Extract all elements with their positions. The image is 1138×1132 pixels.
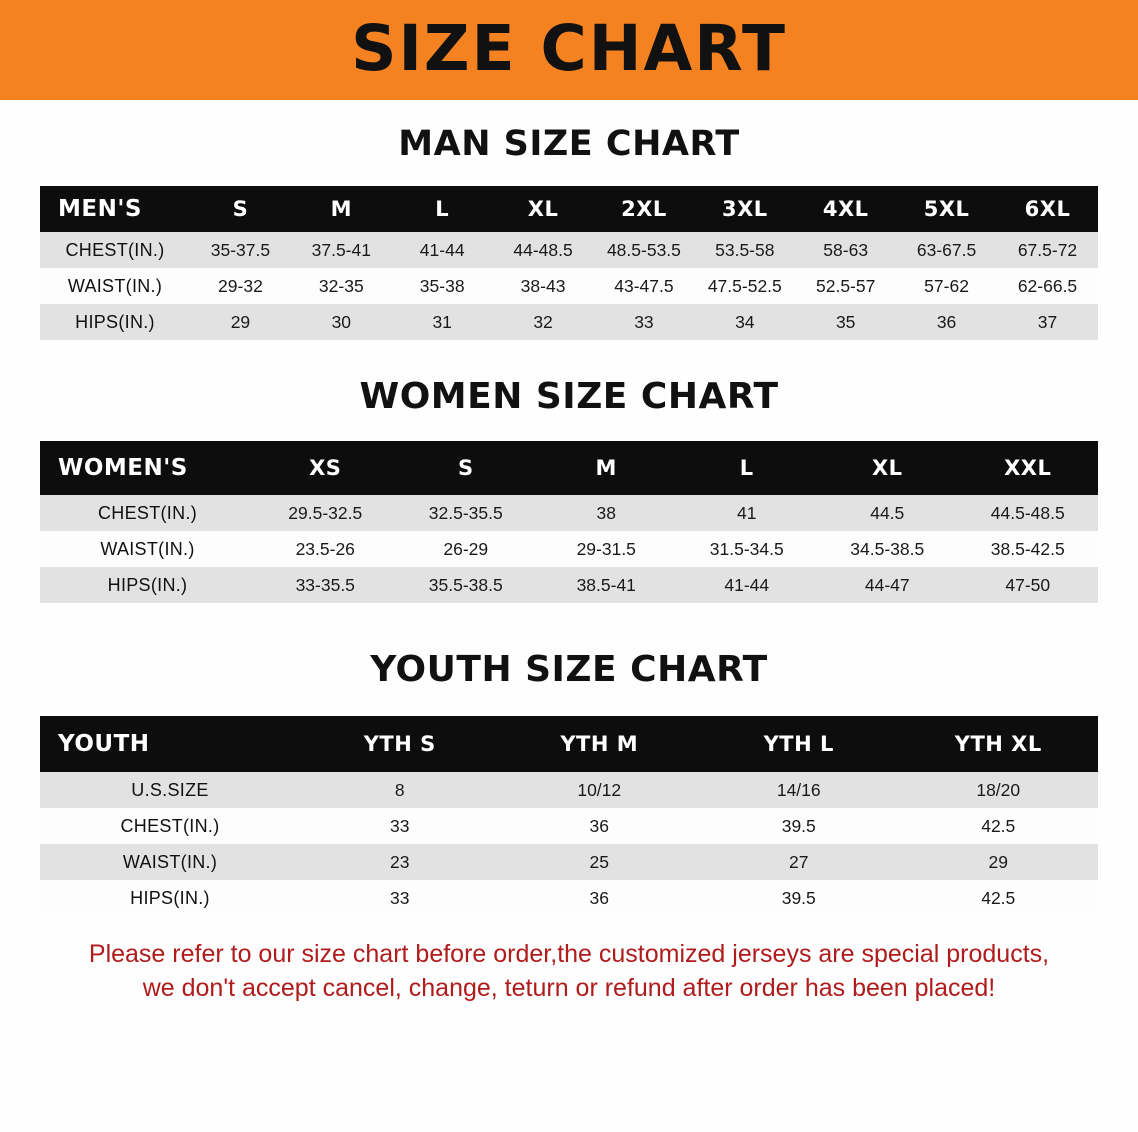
men-header-3xl: 3XL: [721, 197, 768, 221]
women-hips-s: 35.5-38.5: [428, 574, 503, 595]
men-chest-5xl: 63-67.5: [916, 239, 977, 260]
women-table-wrap: [40, 441, 1098, 603]
youth-hips-m: 36: [589, 887, 609, 908]
page-title: SIZE CHART: [351, 11, 787, 85]
men-row-label-waist: WAIST(IN.): [67, 275, 163, 296]
table-row: [40, 880, 1098, 916]
women-chest-s: 32.5-35.5: [428, 502, 503, 523]
men-row-label-hips: HIPS(IN.): [75, 311, 155, 332]
women-header-xxl: XXL: [1004, 456, 1052, 480]
women-row-label-waist: WAIST(IN.): [100, 538, 195, 559]
women-hips-xl: 44-47: [864, 574, 910, 595]
men-waist-s: 29-32: [218, 275, 263, 296]
women-section-title: WOMEN SIZE CHART: [359, 376, 779, 417]
youth-waist-xl: 29: [988, 851, 1008, 872]
women-header-m: M: [595, 456, 617, 480]
youth-chest-m: 36: [589, 815, 609, 836]
youth-hips-xl: 42.5: [981, 887, 1016, 908]
youth-waist-s: 23: [390, 851, 410, 872]
table-row: [40, 232, 1098, 268]
men-waist-5xl: 57-62: [924, 275, 969, 296]
women-hips-l: 41-44: [724, 574, 770, 595]
table-header-row: [40, 716, 1098, 772]
men-header-2xl: 2XL: [621, 197, 667, 221]
men-chest-xl: 44-48.5: [513, 239, 573, 260]
footer-note-line1: Please refer to our size chart before order,the customized jerseys are special products,: [88, 940, 1050, 968]
men-header-label: MEN'S: [58, 196, 142, 222]
men-header-5xl: 5XL: [923, 197, 970, 221]
men-header-xl: XL: [527, 197, 559, 221]
footer-note-line2: we don't accept cancel, change, teturn or refund after order has been placed!: [142, 973, 996, 1002]
table-row: [40, 268, 1098, 304]
men-header-s: S: [232, 197, 249, 221]
youth-chest-s: 33: [390, 815, 410, 836]
men-waist-4xl: 52.5-57: [816, 275, 876, 296]
table-row: [40, 304, 1098, 340]
men-hips-xl: 32: [533, 311, 553, 332]
men-hips-s: 29: [230, 311, 251, 332]
men-header-m: M: [330, 197, 353, 221]
men-chest-2xl: 48.5-53.5: [606, 239, 681, 260]
table-row: [40, 772, 1098, 808]
table-header-row: [40, 441, 1098, 495]
women-header-label: WOMEN'S: [58, 455, 188, 481]
youth-ussize-m: 10/12: [577, 779, 622, 800]
youth-ussize-s: 8: [394, 779, 405, 800]
men-waist-xl: 38-43: [520, 275, 566, 296]
youth-size-table: [40, 716, 1098, 916]
youth-ussize-xl: 18/20: [976, 779, 1021, 800]
women-row-label-hips: HIPS(IN.): [107, 574, 188, 595]
youth-row-label-hips: HIPS(IN.): [130, 887, 210, 908]
women-header-s: S: [457, 456, 474, 480]
men-hips-5xl: 36: [936, 311, 957, 332]
youth-chest-xl: 42.5: [981, 815, 1016, 836]
women-chest-l: 41: [737, 502, 757, 523]
youth-header-label: YOUTH: [58, 731, 150, 757]
women-hips-m: 38.5-41: [576, 574, 636, 595]
men-chest-m: 37.5-41: [311, 239, 371, 260]
men-hips-2xl: 33: [634, 311, 654, 332]
youth-table-wrap: [40, 716, 1098, 916]
men-waist-2xl: 43-47.5: [614, 275, 674, 296]
men-chest-6xl: 67.5-72: [1017, 239, 1078, 260]
table-row: [40, 808, 1098, 844]
youth-header-xl: YTH XL: [954, 732, 1042, 756]
youth-hips-l: 39.5: [781, 887, 816, 908]
men-hips-6xl: 37: [1037, 311, 1058, 332]
youth-header-m: YTH M: [560, 732, 639, 756]
youth-row-label-ussize: U.S.SIZE: [131, 779, 209, 800]
table-row: [40, 495, 1098, 531]
women-waist-xxl: 38.5-42.5: [990, 538, 1065, 559]
women-chest-xxl: 44.5-48.5: [990, 502, 1065, 523]
women-waist-l: 31.5-34.5: [709, 538, 784, 559]
table-row: [40, 567, 1098, 603]
men-chest-l: 41-44: [419, 239, 465, 260]
men-chest-3xl: 53.5-58: [715, 239, 775, 260]
youth-waist-m: 25: [589, 851, 609, 872]
man-size-table: [40, 186, 1098, 340]
footer-note: [40, 938, 1098, 1006]
men-row-label-chest: CHEST(IN.): [65, 239, 165, 260]
men-hips-4xl: 35: [835, 311, 856, 332]
women-chest-m: 38: [596, 502, 616, 523]
table-row: [40, 531, 1098, 567]
women-waist-s: 26-29: [443, 538, 489, 559]
men-hips-m: 30: [331, 311, 352, 332]
men-header-l: L: [435, 197, 450, 221]
table-row: [40, 844, 1098, 880]
men-waist-3xl: 47.5-52.5: [707, 275, 782, 296]
women-header-xs: XS: [309, 456, 342, 480]
women-waist-xs: 23.5-26: [295, 538, 355, 559]
men-chest-4xl: 58-63: [823, 239, 869, 260]
page-banner: [0, 0, 1138, 100]
men-waist-6xl: 62-66.5: [1017, 275, 1078, 296]
women-size-table: [40, 441, 1098, 603]
youth-section-title: YOUTH SIZE CHART: [370, 649, 768, 690]
women-hips-xxl: 47-50: [1005, 574, 1051, 595]
men-hips-3xl: 34: [735, 311, 755, 332]
men-header-4xl: 4XL: [822, 197, 869, 221]
youth-header-l: YTH L: [763, 732, 834, 756]
man-table-wrap: [40, 186, 1098, 340]
youth-row-label-chest: CHEST(IN.): [120, 815, 220, 836]
men-waist-l: 35-38: [419, 275, 465, 296]
youth-waist-l: 27: [789, 851, 809, 872]
table-header-row: [40, 186, 1098, 232]
men-waist-m: 32-35: [318, 275, 364, 296]
men-header-6xl: 6XL: [1024, 197, 1071, 221]
youth-chest-l: 39.5: [781, 815, 816, 836]
women-waist-m: 29-31.5: [576, 538, 636, 559]
women-chest-xl: 44.5: [870, 502, 905, 523]
youth-row-label-waist: WAIST(IN.): [122, 851, 218, 872]
women-header-xl: XL: [871, 456, 903, 480]
youth-hips-s: 33: [390, 887, 410, 908]
men-chest-s: 35-37.5: [210, 239, 271, 260]
women-chest-xs: 29.5-32.5: [288, 502, 363, 523]
women-waist-xl: 34.5-38.5: [850, 538, 925, 559]
women-row-label-chest: CHEST(IN.): [98, 502, 197, 523]
youth-ussize-l: 14/16: [776, 779, 821, 800]
women-header-l: L: [739, 456, 754, 480]
men-hips-l: 31: [432, 311, 452, 332]
women-hips-xs: 33-35.5: [295, 574, 355, 595]
man-section-title: MAN SIZE CHART: [398, 124, 740, 164]
youth-header-s: YTH S: [363, 732, 436, 756]
